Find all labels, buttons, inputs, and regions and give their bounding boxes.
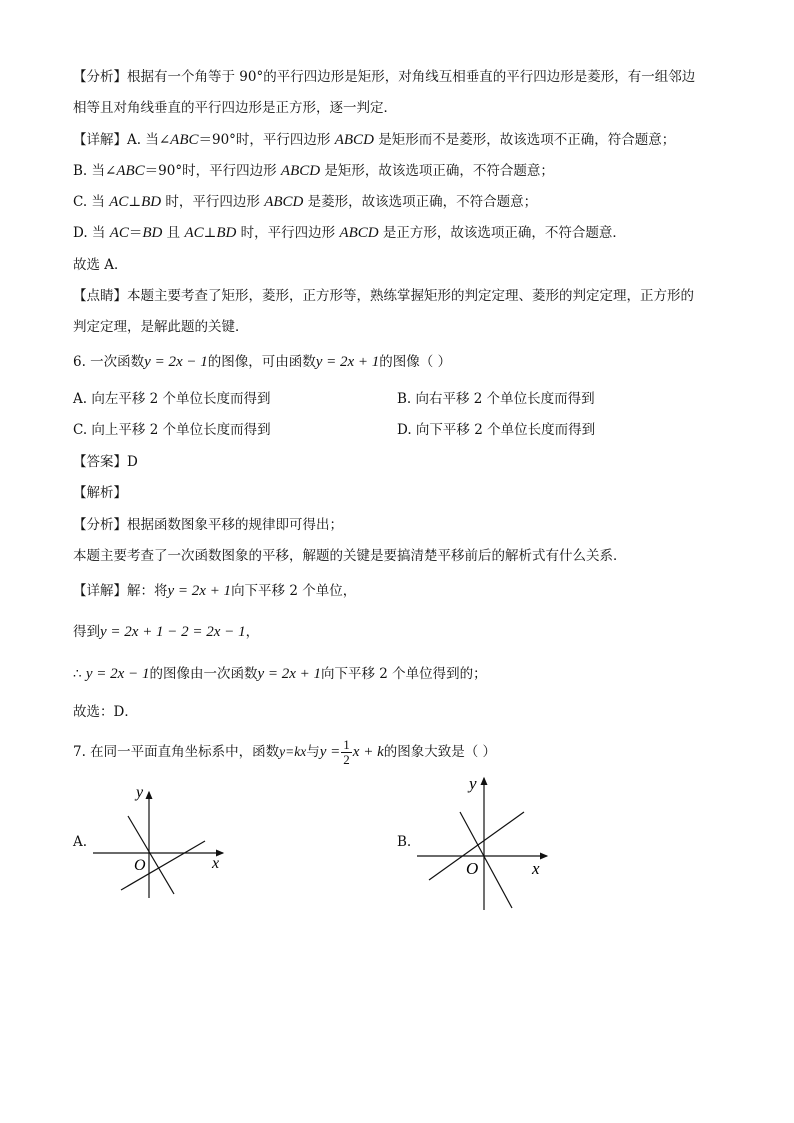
formula: y = 2x + 1 − 2 = 2x − 1: [100, 624, 246, 640]
text: 向下平移 2 个单位，: [231, 583, 357, 599]
text: 时，平行四边形: [161, 194, 265, 210]
math-var: BD: [216, 225, 237, 241]
graph-option-b-label: B.: [397, 834, 412, 850]
math-var: ABCD: [339, 225, 379, 241]
math-var: AC: [184, 225, 204, 241]
answer-line: [73, 453, 138, 471]
formula: y = 2x + 1: [167, 583, 232, 599]
text: 7. 在同一平面直角坐标系中，函数: [73, 744, 280, 760]
x-axis-label: x: [532, 859, 540, 878]
text: 得到: [73, 624, 100, 640]
formula: y = 2x − 1: [85, 666, 150, 682]
question-7: [73, 738, 496, 767]
text: 的图像，可由函数: [207, 354, 316, 370]
q6-summary: 本题主要考查了一次函数图象的平移，解题的关键是要搞清楚平移前后的解析式有什么关系．: [73, 548, 627, 564]
fraction-denominator: 2: [343, 752, 350, 767]
choose-a-line: 故选 A．: [73, 257, 128, 273]
graph-option-b: [412, 770, 562, 915]
text: 向下平移 2 个单位得到的；: [321, 666, 487, 682]
text: 与: [306, 744, 320, 760]
text: ⊥: [203, 225, 217, 241]
q6-step-2: [73, 665, 487, 683]
q6-step-1: [73, 623, 259, 641]
text: C. 当: [73, 194, 110, 210]
text: ＝: [128, 225, 143, 241]
formula: y = 2x + 1: [257, 666, 322, 682]
text: 是正方形，故该选项正确，不符合题意．: [378, 225, 626, 241]
answer-tag: 【答案】: [73, 454, 127, 470]
formula: y =: [319, 744, 341, 760]
math-var: BD: [142, 225, 163, 241]
option-d: D. 向下平移 2 个单位长度而得到: [397, 422, 596, 438]
detail-tag: 【详解】: [73, 132, 127, 148]
text: ＝90°时，平行四边形: [198, 132, 335, 148]
y-axis-label: y: [136, 784, 144, 801]
analysis-line-2: 相等且对角线垂直的平行四边形是正方形，逐一判定．: [73, 100, 397, 116]
option-c: C. 向上平移 2 个单位长度而得到: [73, 422, 271, 438]
detail-line-b: [73, 162, 554, 180]
q6-choose: 故选：D．: [73, 704, 138, 720]
fraction: [341, 738, 352, 767]
option-b: B. 向右平移 2 个单位长度而得到: [397, 391, 595, 407]
analysis-tag: 【解析】: [73, 485, 127, 501]
detail-tag: 【详解】: [73, 583, 127, 599]
text: ⊥: [128, 194, 142, 210]
math-var: ABCD: [334, 132, 374, 148]
text: 的图象大致是（ ）: [383, 744, 497, 760]
formula: x + k: [352, 744, 384, 760]
question-6: [73, 353, 451, 371]
text: 6. 一次函数: [73, 354, 145, 370]
math-var: ABCD: [280, 163, 321, 179]
text: 的图像（ ）: [379, 354, 452, 370]
dianjing-line-2: 判定定理，是解此题的关键．: [73, 319, 249, 335]
detail-line-a: [73, 131, 675, 149]
text: ，: [245, 624, 260, 640]
text: B. 当∠: [73, 163, 117, 179]
formula: y = 2x − 1: [144, 354, 208, 370]
therefore-symbol: ∴: [73, 666, 86, 682]
graph-option-a: [88, 780, 238, 905]
dianjing-line-1: 【点睛】本题主要考查了矩形，菱形，正方形等，熟练掌握矩形的判定定理、菱形的判定定理，正方形的: [73, 288, 694, 304]
detail-line-d: [73, 224, 626, 242]
fraction-numerator: 1: [343, 737, 350, 752]
math-var: ABCD: [264, 194, 304, 210]
origin-label: O: [466, 859, 479, 878]
formula: y=kx: [279, 744, 307, 759]
q6-detail: [73, 582, 356, 600]
text: 是菱形，故该选项正确，不符合题意；: [303, 194, 538, 210]
math-var: ABC: [116, 163, 145, 179]
text: 是矩形，故该选项正确，不符合题意；: [320, 163, 554, 179]
answer-value: D: [127, 454, 138, 470]
q6-fenxi: 【分析】根据函数图象平移的规律即可得出；: [73, 517, 343, 533]
x-axis-label: x: [212, 855, 220, 872]
math-var: BD: [141, 194, 162, 210]
math-var: ABC: [170, 132, 199, 148]
origin-label: O: [134, 857, 146, 874]
text: 的图像由一次函数: [149, 666, 258, 682]
text: 解：将: [127, 583, 168, 599]
text: 时，平行四边形: [236, 225, 340, 241]
text: D. 当: [73, 225, 110, 241]
analysis-line-1: 【分析】根据有一个角等于 90°的平行四边形是矩形，对角线互相垂直的平行四边形是菱形，有一组邻边: [73, 69, 696, 85]
text: ＝90°时，平行四边形: [144, 163, 281, 179]
math-var: AC: [109, 225, 129, 241]
text: 是矩形而不是菱形，故该选项不正确，符合题意；: [373, 132, 676, 148]
graph-option-a-label: A.: [73, 834, 88, 850]
formula: y = 2x + 1: [315, 354, 380, 370]
text: A. 当∠: [127, 132, 171, 148]
option-a: A. 向左平移 2 个单位长度而得到: [73, 391, 271, 407]
detail-line-c: [73, 193, 537, 211]
y-axis-label: y: [469, 774, 477, 793]
math-var: AC: [109, 194, 129, 210]
text: 且: [162, 225, 185, 241]
